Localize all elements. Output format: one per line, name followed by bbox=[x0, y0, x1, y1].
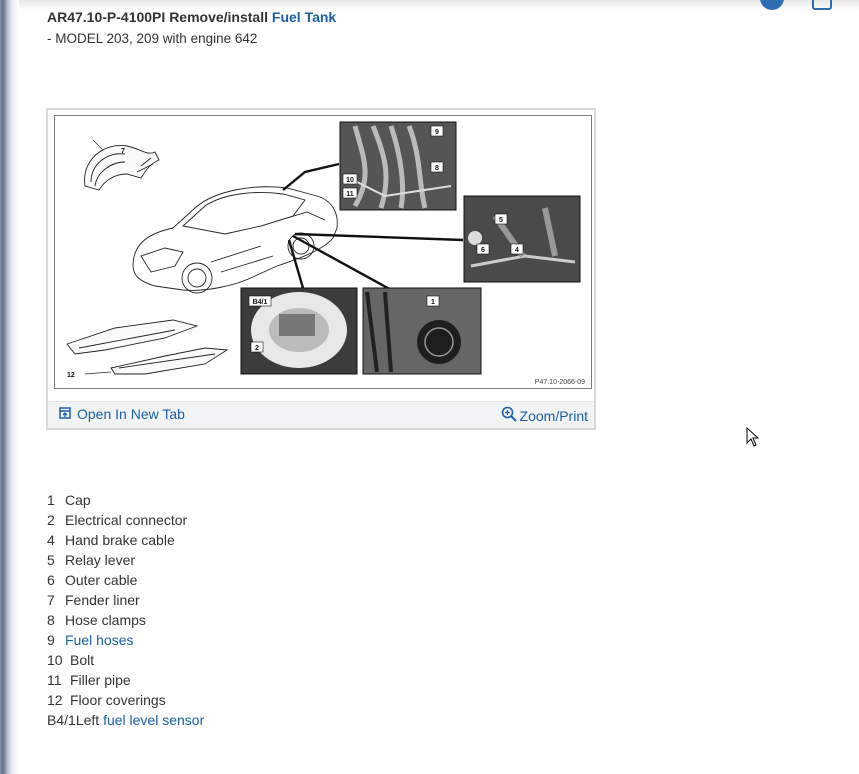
figure-label-8: 8 bbox=[435, 165, 439, 172]
legend-number: 7 bbox=[47, 592, 55, 608]
page-title bbox=[47, 9, 336, 25]
legend-prefix: Left bbox=[75, 712, 100, 728]
figure-label-6: 6 bbox=[481, 247, 485, 254]
figure-label-4: 4 bbox=[515, 247, 519, 254]
legend-label: Electrical connector bbox=[65, 512, 188, 528]
legend-label: Hose clamps bbox=[65, 612, 146, 628]
legend-list bbox=[47, 490, 204, 730]
figure-label-11: 11 bbox=[346, 191, 354, 198]
window-left-edge bbox=[0, 0, 19, 774]
figure-label-9: 9 bbox=[435, 129, 439, 136]
fuel-tank-link[interactable]: Fuel Tank bbox=[271, 9, 337, 25]
legend-item bbox=[47, 510, 204, 530]
legend-item bbox=[47, 670, 204, 690]
legend-number: 9 bbox=[47, 632, 55, 648]
legend-number: 12 bbox=[47, 692, 63, 708]
model-line: - MODEL 203, 209 with engine 642 bbox=[47, 31, 258, 46]
legend-item bbox=[47, 630, 204, 650]
inset-fuel-hoses bbox=[340, 122, 456, 210]
zoom-print-button[interactable] bbox=[501, 406, 588, 425]
inset-fuel-level-sensor bbox=[241, 288, 357, 374]
user-circle-icon[interactable] bbox=[760, 0, 784, 10]
legend-label: Relay lever bbox=[65, 552, 136, 568]
document-code: AR47.10-P-4100PI bbox=[47, 9, 166, 25]
legend-item bbox=[47, 610, 204, 630]
document-action: Remove/install bbox=[169, 9, 269, 25]
figure-image[interactable] bbox=[54, 115, 592, 389]
car-drawing bbox=[133, 187, 337, 293]
legend-item bbox=[47, 710, 204, 730]
legend-number: 10 bbox=[47, 652, 63, 668]
legend-item bbox=[47, 550, 204, 570]
figure-actions-bar bbox=[48, 401, 594, 428]
figure-label-7: 7 bbox=[121, 148, 125, 155]
legend-label: Fender liner bbox=[65, 592, 140, 608]
legend-item bbox=[47, 530, 204, 550]
figure-label-10: 10 bbox=[346, 177, 354, 184]
figure-container bbox=[46, 108, 596, 430]
legend-number: 8 bbox=[47, 612, 55, 628]
fuel-level-sensor-link[interactable]: fuel level sensor bbox=[103, 712, 205, 728]
top-toolbar-icons bbox=[760, 0, 832, 10]
legend-item bbox=[47, 590, 204, 610]
zoom-icon bbox=[501, 406, 517, 425]
open-in-new-tab-button[interactable] bbox=[59, 406, 185, 422]
fuel-hoses-link[interactable]: Fuel hoses bbox=[65, 632, 134, 648]
legend-item bbox=[47, 570, 204, 590]
legend-label: Cap bbox=[65, 492, 91, 508]
legend-number: 5 bbox=[47, 552, 55, 568]
legend-item bbox=[47, 490, 204, 510]
legend-number: 2 bbox=[47, 512, 55, 528]
legend-number: 6 bbox=[47, 572, 55, 588]
figure-label-2: 2 bbox=[255, 345, 259, 352]
inset-hand-brake bbox=[464, 196, 580, 282]
inset-cap bbox=[363, 288, 481, 374]
floor-coverings-drawing bbox=[67, 320, 227, 374]
legend-item bbox=[47, 650, 204, 670]
figure-label-1: 1 bbox=[431, 299, 435, 306]
figure-label-12: 12 bbox=[67, 372, 75, 379]
fuel-tank-illustration bbox=[55, 116, 591, 388]
figure-label-b4-1: B4/1 bbox=[252, 299, 268, 306]
legend-label: Floor coverings bbox=[70, 692, 166, 708]
legend-label: Outer cable bbox=[65, 572, 138, 588]
document-icon[interactable] bbox=[812, 0, 832, 10]
legend-label: Filler pipe bbox=[70, 672, 131, 688]
legend-number: 1 bbox=[47, 492, 55, 508]
mouse-cursor-icon bbox=[746, 427, 760, 452]
legend-number: 11 bbox=[47, 672, 62, 688]
open-in-new-tab-label: Open In New Tab bbox=[77, 406, 185, 422]
legend-item bbox=[47, 690, 204, 710]
legend-label: Hand brake cable bbox=[65, 532, 175, 548]
legend-number: B4/1 bbox=[47, 712, 76, 728]
legend-label: Bolt bbox=[70, 652, 95, 668]
zoom-print-label: Zoom/Print bbox=[519, 407, 588, 424]
figure-label-5: 5 bbox=[499, 217, 503, 224]
figure-code: P47.10-2066-09 bbox=[534, 379, 585, 386]
open-new-tab-icon bbox=[59, 406, 71, 422]
legend-number: 4 bbox=[47, 532, 55, 548]
